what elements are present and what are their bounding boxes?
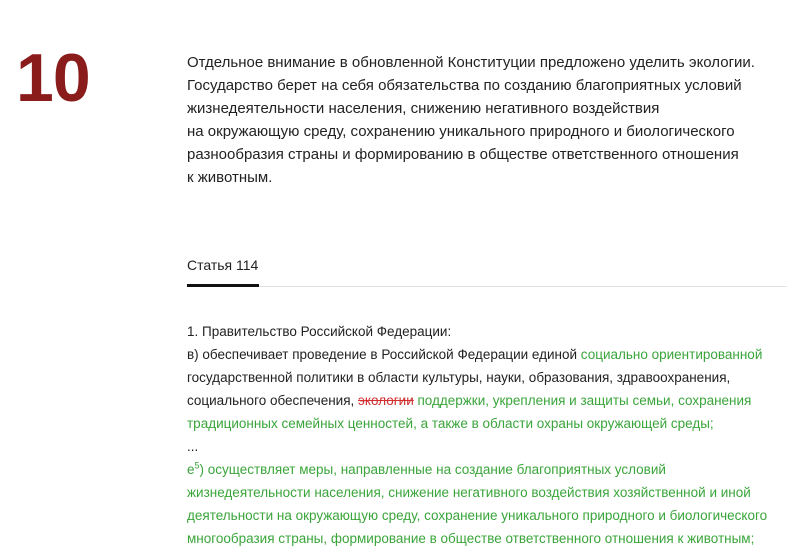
- intro-paragraph: [187, 51, 787, 189]
- article-line-9: деятельности на окружающую среду, сохранение уникального природного и биологического: [187, 508, 768, 523]
- intro-line: жизнедеятельности населения, снижению негативного воздействия: [187, 100, 660, 117]
- article-tabs: [187, 256, 787, 287]
- article-line-6: ...: [187, 439, 199, 454]
- article-line-10: многообразия страны, формирование в обществе ответственного отношения к животным;: [187, 531, 755, 546]
- article-line-1: 1. Правительство Российской Федерации:: [187, 324, 452, 339]
- text-added: поддержки, укрепления и защиты семьи, сохранения: [413, 393, 752, 408]
- tab-article-114[interactable]: Статья 114: [187, 256, 259, 287]
- article-line-8: жизнедеятельности населения, снижение негативного воздействия хозяйственной и иной: [187, 485, 751, 500]
- intro-line: Государство берет на себя обязательства по созданию благоприятных условий: [187, 77, 742, 94]
- text-added: ) осуществляет меры, направленные на создание благоприятных условий: [199, 462, 666, 477]
- text-plain: социального обеспечения,: [187, 393, 359, 408]
- text-added: социально ориентированной: [580, 347, 763, 362]
- article-line-2: [187, 343, 797, 366]
- article-line-7: [187, 458, 797, 481]
- article-line-3: государственной политики в области культуры, науки, образования, здравоохранения,: [187, 370, 731, 385]
- section-number: 10: [16, 40, 90, 116]
- text-removed: экологии: [358, 393, 414, 408]
- item-superscript: 5: [194, 460, 200, 471]
- intro-line: разнообразия страны и формированию в обществе ответственного отношения: [187, 146, 739, 163]
- intro-line: на окружающую среду, сохранению уникального природного и биологического: [187, 123, 735, 140]
- article-line-4: [187, 389, 797, 412]
- article-text: [187, 320, 797, 550]
- intro-line: Отдельное внимание в обновленной Конституции предложено уделить экологии.: [187, 54, 755, 71]
- text-plain: в) обеспечивает проведение в Российской Федерации единой: [187, 347, 581, 362]
- article-line-5: традиционных семейных ценностей, а также в области охраны окружающей среды;: [187, 416, 714, 431]
- intro-line: к животным.: [187, 169, 273, 186]
- item-letter: е: [187, 462, 195, 477]
